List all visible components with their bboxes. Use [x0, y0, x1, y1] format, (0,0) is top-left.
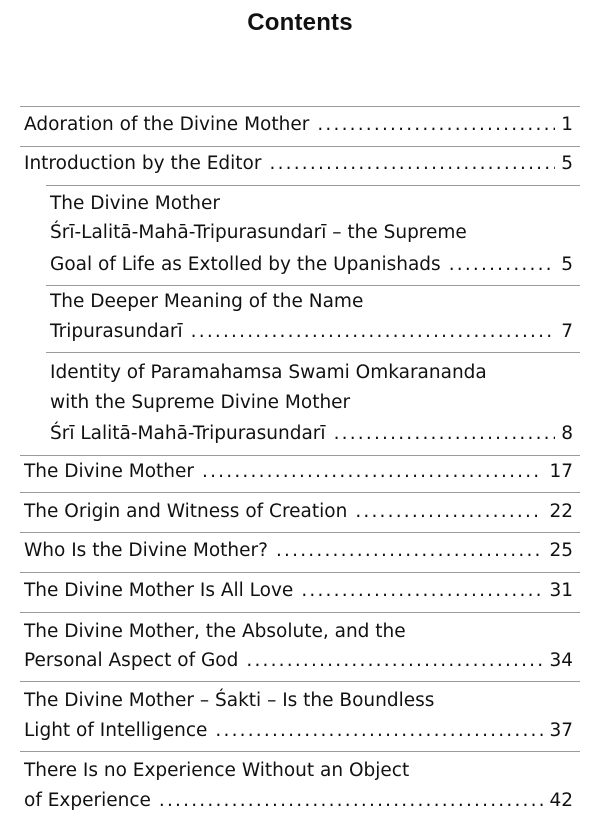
toc-entry-title-line: The Divine Mother – Śakti – Is the Boundless — [24, 690, 435, 711]
toc-entry-sakti[interactable] — [24, 717, 573, 745]
divider — [20, 681, 580, 682]
dot-leader — [215, 717, 543, 745]
divider — [20, 146, 580, 147]
toc-entry-divine-mother[interactable] — [24, 458, 573, 486]
dot-leader — [355, 498, 543, 526]
toc-entry-all-love[interactable] — [24, 577, 573, 605]
toc-entry-title: The Divine Mother Is All Love — [24, 580, 294, 601]
toc-entry-title: The Origin and Witness of Creation — [24, 501, 348, 522]
page-title: Contents — [247, 9, 353, 36]
toc-entry-title-line: The Divine Mother — [50, 193, 220, 214]
dot-leader — [301, 577, 543, 605]
toc-entry-title: of Experience — [24, 790, 151, 811]
toc-entry-origin[interactable] — [24, 498, 573, 526]
toc-entry-page: 1 — [561, 114, 573, 135]
toc-entry-page: 42 — [549, 790, 573, 811]
toc-entry-page: 34 — [549, 650, 573, 671]
divider — [20, 572, 580, 573]
toc-entry-title-line: Identity of Paramahamsa Swami Omkarananda — [50, 362, 487, 383]
divider — [20, 455, 580, 456]
toc-entry-title-line: There Is no Experience Without an Object — [24, 760, 410, 781]
toc-entry-deeper-meaning[interactable] — [50, 318, 573, 346]
divider — [20, 106, 580, 107]
dot-leader — [159, 787, 544, 815]
divider — [20, 532, 580, 533]
toc-entry-page: 25 — [549, 540, 573, 561]
divider — [46, 185, 580, 186]
toc-entry-absolute[interactable] — [24, 647, 573, 675]
toc-entry-identity[interactable] — [50, 420, 573, 448]
toc-entry-page: 37 — [549, 720, 573, 741]
toc-entry-who-is[interactable] — [24, 537, 573, 565]
toc-entry-page: 8 — [561, 423, 573, 444]
toc-entry-page: 31 — [549, 580, 573, 601]
toc-entry-experience[interactable] — [24, 787, 573, 815]
toc-entry-title: Who Is the Divine Mother? — [24, 540, 268, 561]
divider — [20, 492, 580, 493]
toc-entry-page: 22 — [549, 501, 573, 522]
toc-entry-page: 7 — [561, 321, 573, 342]
toc-entry-title-line: The Divine Mother, the Absolute, and the — [24, 621, 406, 642]
toc-entry-page: 17 — [549, 461, 573, 482]
dot-leader — [276, 537, 543, 565]
dot-leader — [191, 318, 556, 346]
toc-entry-title: Tripurasundarī — [50, 321, 183, 342]
divider — [46, 352, 580, 353]
toc-entry-page: 5 — [561, 254, 573, 275]
toc-entry-title-line: The Deeper Meaning of the Name — [50, 291, 364, 312]
toc-entry-divine-mother-goal[interactable] — [50, 251, 573, 279]
toc-entry-title-line: Śrī-Lalitā-Mahā-Tripurasundarī – the Supreme — [50, 222, 467, 243]
toc-entry-title: Śrī Lalitā-Mahā-Tripurasundarī — [50, 423, 326, 444]
toc-entry-title-line: with the Supreme Divine Mother — [50, 392, 351, 413]
dot-leader — [449, 251, 556, 279]
toc-entry-title: Personal Aspect of God — [24, 650, 239, 671]
divider — [20, 612, 580, 613]
dot-leader — [334, 420, 556, 448]
toc-entry-title: Adoration of the Divine Mother — [24, 114, 310, 135]
divider — [20, 751, 580, 752]
toc-entry-title: Goal of Life as Extolled by the Upanishads — [50, 254, 441, 275]
toc-entry-title: Introduction by the Editor — [24, 153, 262, 174]
dot-leader — [246, 647, 543, 675]
dot-leader — [202, 458, 543, 486]
dot-leader — [317, 111, 555, 139]
toc-entry-title: Light of Intelligence — [24, 720, 208, 741]
toc-entry-introduction[interactable] — [24, 150, 573, 178]
toc-entry-title: The Divine Mother — [24, 461, 194, 482]
toc-entry-adoration[interactable] — [24, 111, 573, 139]
toc-entry-page: 5 — [561, 153, 573, 174]
divider — [46, 285, 580, 286]
dot-leader — [269, 150, 555, 178]
